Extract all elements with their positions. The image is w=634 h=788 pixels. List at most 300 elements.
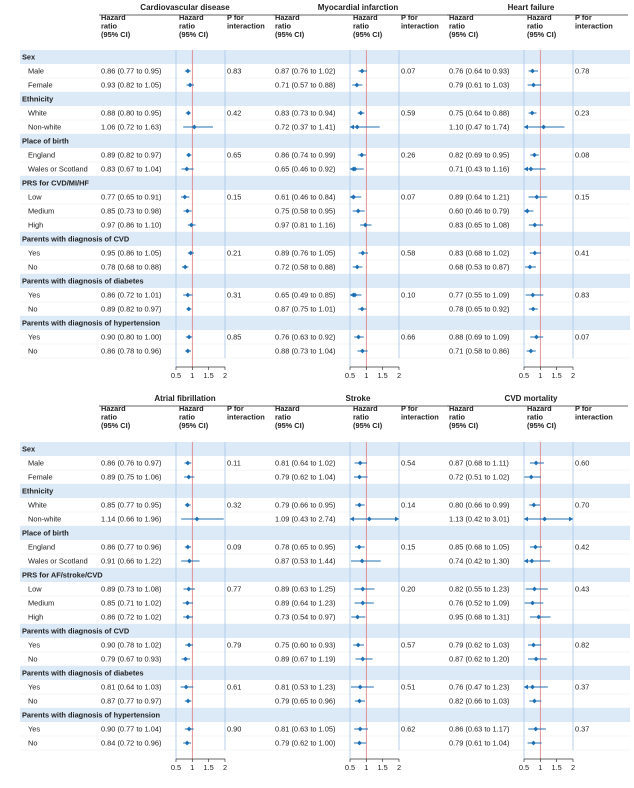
p-interaction-value: 0.60 [575, 458, 590, 468]
hr-point [529, 475, 534, 480]
row-label: Female [28, 472, 53, 482]
hr-value: 0.95 (0.86 to 1.05) [101, 248, 162, 258]
row-label: England [28, 150, 56, 160]
hr-value: 0.89 (0.73 to 1.08) [101, 584, 162, 594]
hr-point [359, 153, 364, 158]
ci-arrow-left [524, 517, 528, 522]
hr-point [186, 153, 191, 158]
hr-value: 0.86 (0.72 to 1.02) [101, 612, 162, 622]
hr-value: 0.91 (0.66 to 1.22) [101, 556, 162, 566]
ci-arrow-left [524, 167, 528, 172]
group-band [20, 526, 630, 540]
hr-value: 0.89 (0.82 to 0.97) [101, 304, 162, 314]
hr-value: 0.81 (0.64 to 1.02) [275, 458, 336, 468]
column-header-hr: (95% CI) [101, 30, 131, 40]
row-label: Non-white [28, 122, 62, 132]
column-header-p: interaction [401, 21, 439, 31]
column-header-plot: (95% CI) [527, 421, 557, 431]
hr-value: 0.72 (0.51 to 1.02) [449, 472, 510, 482]
hr-value: 0.86 (0.72 to 1.01) [101, 290, 162, 300]
hr-value: 0.87 (0.77 to 0.97) [101, 696, 162, 706]
ci-arrow-right [569, 517, 573, 522]
hr-point [185, 69, 190, 74]
hr-value: 0.87 (0.75 to 1.01) [275, 304, 336, 314]
hr-point [356, 643, 361, 648]
hr-value: 0.88 (0.73 to 1.04) [275, 346, 336, 356]
hr-point [185, 503, 190, 508]
column-header-hr: Hazard [101, 404, 126, 413]
hr-value: 0.79 (0.66 to 0.95) [275, 500, 336, 510]
column-header-hr: ratio [275, 412, 292, 422]
hr-value: 0.65 (0.46 to 0.92) [275, 164, 336, 174]
p-interaction-value: 0.58 [401, 248, 416, 258]
hr-value: 0.89 (0.76 to 1.05) [275, 248, 336, 258]
p-interaction-value: 0.37 [575, 682, 590, 692]
ci-arrow-left [524, 559, 528, 564]
group-label: Parents with diagnosis of diabetes [22, 276, 144, 286]
x-tick-label: 2 [222, 763, 228, 772]
hr-value: 0.87 (0.76 to 1.02) [275, 66, 336, 76]
x-tick-label: 2 [570, 371, 576, 380]
p-interaction-value: 0.77 [227, 584, 242, 594]
p-interaction-value: 0.11 [227, 458, 241, 468]
hr-value: 0.88 (0.80 to 0.95) [101, 108, 162, 118]
hr-value: 0.83 (0.68 to 1.02) [449, 248, 510, 258]
x-tick-label: 0.5 [344, 763, 356, 772]
hr-value: 0.60 (0.46 to 0.79) [449, 206, 510, 216]
hr-value: 0.71 (0.43 to 1.16) [449, 164, 510, 174]
row-label: Low [28, 584, 42, 594]
row-label: High [28, 220, 44, 230]
p-interaction-value: 0.42 [227, 108, 242, 118]
hr-point [360, 587, 365, 592]
column-header-plot: Hazard [353, 13, 378, 22]
hr-point [185, 209, 190, 214]
p-interaction-value: 0.54 [401, 458, 416, 468]
hr-value: 0.81 (0.64 to 1.03) [101, 682, 162, 692]
column-header-p: interaction [575, 412, 613, 422]
hr-value: 0.90 (0.80 to 1.00) [101, 332, 162, 342]
x-tick-label: 0.5 [518, 763, 530, 772]
hr-point [187, 727, 192, 732]
x-tick-label: 1.5 [203, 371, 214, 380]
hr-point [531, 307, 536, 312]
ci-arrow-left [524, 125, 528, 130]
hr-point [188, 83, 193, 88]
row-label: No [28, 738, 38, 748]
hr-value: 0.72 (0.37 to 1.41) [275, 122, 336, 132]
hr-point [185, 293, 190, 298]
hr-value: 0.79 (0.62 to 1.04) [275, 472, 336, 482]
hr-point [527, 265, 532, 270]
hr-value: 0.61 (0.46 to 0.84) [275, 192, 336, 202]
hr-value: 0.65 (0.49 to 0.85) [275, 290, 336, 300]
hr-value: 0.85 (0.73 to 0.98) [101, 206, 162, 216]
hr-point [185, 615, 190, 620]
row-label: Female [28, 80, 53, 90]
row-label: No [28, 654, 38, 664]
p-interaction-value: 0.23 [575, 108, 590, 118]
hr-value: 0.82 (0.55 to 1.23) [449, 584, 510, 594]
column-header-hr: (95% CI) [449, 30, 479, 40]
row-label: Yes [28, 724, 41, 734]
hr-point [357, 475, 362, 480]
hr-point [542, 517, 547, 522]
hr-point [534, 195, 539, 200]
hr-value: 0.85 (0.77 to 0.95) [101, 500, 162, 510]
p-interaction-value: 0.37 [575, 724, 590, 734]
column-header-hr: ratio [101, 21, 118, 31]
x-tick-label: 1 [364, 763, 369, 772]
row-label: No [28, 262, 38, 272]
hr-value: 1.06 (0.72 to 1.63) [101, 122, 162, 132]
hr-point [360, 657, 365, 662]
column-header-plot: (95% CI) [179, 30, 209, 40]
hr-point [357, 699, 362, 704]
ci-arrow-left [524, 685, 528, 690]
column-header-p: P for [575, 13, 592, 22]
hr-value: 0.83 (0.73 to 0.94) [275, 108, 336, 118]
column-header-hr: ratio [449, 21, 466, 31]
column-header-plot: ratio [527, 412, 544, 422]
x-tick-label: 0.5 [170, 371, 182, 380]
p-interaction-value: 0.83 [227, 66, 242, 76]
outcome-title: Cardiovascular disease [140, 3, 230, 12]
outcome-title: Atrial fibrillation [154, 394, 216, 403]
group-band [20, 484, 630, 498]
hr-value: 0.78 (0.65 to 0.92) [449, 304, 510, 314]
hr-point [358, 685, 363, 690]
row-label: Wales or Scotland [28, 164, 88, 174]
hr-point [529, 559, 534, 564]
x-tick-label: 1.5 [551, 371, 562, 380]
hr-point [532, 223, 537, 228]
hr-value: 0.71 (0.58 to 0.86) [449, 346, 510, 356]
hr-point [185, 545, 190, 550]
hr-value: 1.14 (0.66 to 1.96) [101, 514, 162, 524]
p-interaction-value: 0.31 [227, 290, 242, 300]
hr-point [358, 111, 363, 116]
column-header-p: interaction [575, 21, 613, 31]
plot-content [22, 3, 613, 772]
x-tick-label: 1.5 [377, 763, 388, 772]
column-header-p: P for [575, 404, 592, 413]
group-label: Parents with diagnosis of hypertension [22, 710, 160, 720]
hr-value: 0.97 (0.81 to 1.16) [275, 220, 336, 230]
p-interaction-value: 0.83 [575, 290, 590, 300]
p-interaction-value: 0.10 [401, 290, 416, 300]
group-label: Sex [22, 444, 36, 454]
hr-value: 0.79 (0.62 to 1.00) [275, 738, 336, 748]
hr-value: 0.77 (0.55 to 1.09) [449, 290, 510, 300]
hr-value: 0.86 (0.74 to 0.99) [275, 150, 336, 160]
p-interaction-value: 0.42 [575, 542, 590, 552]
p-interaction-value: 0.15 [401, 542, 416, 552]
p-interaction-value: 0.41 [575, 248, 590, 258]
hr-value: 0.97 (0.86 to 1.10) [101, 220, 162, 230]
row-label: Medium [28, 206, 55, 216]
hr-value: 0.90 (0.77 to 1.04) [101, 724, 162, 734]
hr-point [358, 727, 363, 732]
hr-point [530, 69, 535, 74]
hr-point [532, 699, 537, 704]
x-tick-label: 0.5 [518, 371, 530, 380]
hr-point [530, 685, 535, 690]
hr-value: 0.76 (0.63 to 0.92) [275, 332, 336, 342]
row-label: Yes [28, 290, 41, 300]
row-label: High [28, 612, 44, 622]
hr-point [360, 251, 365, 256]
hr-value: 0.86 (0.77 to 0.96) [101, 542, 162, 552]
row-label: Male [28, 458, 45, 468]
column-header-plot: Hazard [527, 404, 552, 413]
column-header-p: P for [227, 13, 244, 22]
hr-point [182, 195, 187, 200]
hr-point [531, 83, 536, 88]
hr-point [351, 195, 356, 200]
group-band [20, 568, 630, 582]
hr-value: 0.75 (0.64 to 0.88) [449, 108, 510, 118]
hr-point [186, 111, 191, 116]
hr-value: 0.83 (0.67 to 1.04) [101, 164, 162, 174]
column-header-plot: ratio [527, 21, 544, 31]
hr-value: 1.13 (0.42 to 3.01) [449, 514, 510, 524]
hr-value: 0.81 (0.63 to 1.05) [275, 724, 336, 734]
hr-value: 0.86 (0.76 to 0.97) [101, 458, 162, 468]
column-header-plot: Hazard [527, 13, 552, 22]
hr-value: 0.77 (0.65 to 0.91) [101, 192, 162, 202]
column-header-plot: Hazard [353, 404, 378, 413]
hr-point [528, 167, 533, 172]
column-header-plot: ratio [353, 412, 370, 422]
hr-value: 0.83 (0.65 to 1.08) [449, 220, 510, 230]
hr-value: 0.89 (0.64 to 1.23) [275, 598, 336, 608]
column-header-hr: Hazard [449, 404, 474, 413]
hr-point [532, 251, 537, 256]
column-header-plot: (95% CI) [353, 421, 383, 431]
hr-value: 0.76 (0.47 to 1.23) [449, 682, 510, 692]
row-label: Yes [28, 248, 41, 258]
group-label: Ethnicity [22, 486, 54, 496]
hr-value: 0.85 (0.71 to 1.02) [101, 598, 162, 608]
p-interaction-value: 0.32 [227, 500, 242, 510]
hr-point [360, 601, 365, 606]
hr-point [185, 461, 190, 466]
hr-point [183, 265, 188, 270]
column-header-plot: Hazard [179, 404, 204, 413]
hr-value: 0.87 (0.62 to 1.20) [449, 654, 510, 664]
column-header-hr: (95% CI) [449, 421, 479, 431]
hr-value: 0.93 (0.82 to 1.05) [101, 80, 162, 90]
group-label: PRS for CVD/MI/HF [22, 178, 89, 188]
column-header-hr: (95% CI) [101, 421, 131, 431]
hr-value: 0.79 (0.67 to 0.93) [101, 654, 162, 664]
hr-point [358, 461, 363, 466]
group-label: Ethnicity [22, 94, 54, 104]
column-header-plot: ratio [353, 21, 370, 31]
group-band [20, 50, 630, 64]
hr-point [363, 223, 368, 228]
row-label: Yes [28, 682, 41, 692]
hr-point [360, 307, 365, 312]
column-header-hr: ratio [101, 412, 118, 422]
hr-value: 1.10 (0.47 to 1.74) [449, 122, 510, 132]
hr-point [195, 517, 200, 522]
p-interaction-value: 0.07 [401, 192, 416, 202]
x-tick-label: 1.5 [551, 763, 562, 772]
x-tick-label: 1 [190, 371, 195, 380]
p-interaction-value: 0.82 [575, 640, 590, 650]
column-header-plot: ratio [179, 412, 196, 422]
row-label: Medium [28, 598, 55, 608]
row-label: White [28, 108, 47, 118]
hr-value: 0.89 (0.64 to 1.21) [449, 192, 510, 202]
row-label: No [28, 696, 38, 706]
hr-point [185, 349, 190, 354]
hr-point [357, 741, 362, 746]
column-header-plot: Hazard [179, 13, 204, 22]
p-interaction-value: 0.85 [227, 332, 242, 342]
p-interaction-value: 0.15 [227, 192, 242, 202]
hr-value: 0.79 (0.62 to 1.03) [449, 640, 510, 650]
hr-point [531, 503, 536, 508]
hr-value: 0.90 (0.78 to 1.02) [101, 640, 162, 650]
x-tick-label: 2 [396, 763, 402, 772]
x-tick-label: 2 [570, 763, 576, 772]
hr-point [354, 83, 359, 88]
row-label: Wales or Scotland [28, 556, 88, 566]
hr-value: 0.89 (0.67 to 1.19) [275, 654, 336, 664]
hr-point [530, 111, 535, 116]
group-label: Place of birth [22, 528, 69, 538]
hr-point [533, 545, 538, 550]
hr-value: 0.80 (0.66 to 0.99) [449, 500, 510, 510]
outcome-title: Heart failure [507, 3, 555, 12]
hr-point [532, 587, 537, 592]
column-header-hr: ratio [449, 412, 466, 422]
column-header-hr: Hazard [275, 13, 300, 22]
hr-value: 0.89 (0.82 to 0.97) [101, 150, 162, 160]
row-label: Yes [28, 640, 41, 650]
hr-value: 0.95 (0.68 to 1.31) [449, 612, 510, 622]
column-header-hr: ratio [275, 21, 292, 31]
hr-point [185, 601, 190, 606]
row-label: England [28, 542, 56, 552]
hr-point [532, 153, 537, 158]
hr-point [355, 615, 360, 620]
x-tick-label: 1.5 [377, 371, 388, 380]
column-header-hr: (95% CI) [275, 30, 305, 40]
hr-value: 0.87 (0.53 to 1.44) [275, 556, 336, 566]
hr-point [534, 335, 539, 340]
p-interaction-value: 0.15 [575, 192, 590, 202]
x-tick-label: 1 [538, 371, 543, 380]
p-interaction-value: 0.90 [227, 724, 242, 734]
column-header-plot: (95% CI) [527, 30, 557, 40]
outcome-title: Myocardial infarction [317, 3, 399, 12]
p-interaction-value: 0.51 [401, 682, 416, 692]
group-label: PRS for AF/stroke/CVD [22, 570, 103, 580]
ci-arrow-right [395, 517, 399, 522]
hr-point [186, 699, 191, 704]
hr-point [189, 223, 194, 228]
p-interaction-value: 0.78 [575, 66, 590, 76]
p-interaction-value: 0.62 [401, 724, 416, 734]
hr-point [525, 209, 530, 214]
hr-value: 0.75 (0.60 to 0.93) [275, 640, 336, 650]
row-label: Non-white [28, 514, 62, 524]
hr-value: 0.86 (0.78 to 0.96) [101, 346, 162, 356]
group-label: Parents with diagnosis of CVD [22, 626, 130, 636]
x-tick-label: 1 [190, 763, 195, 772]
group-band [20, 442, 630, 456]
column-header-p: P for [227, 404, 244, 413]
hr-point [530, 293, 535, 298]
hr-point [184, 167, 189, 172]
hr-value: 0.78 (0.68 to 0.88) [101, 262, 162, 272]
hr-point [528, 349, 533, 354]
p-interaction-value: 0.59 [401, 108, 416, 118]
group-band [20, 176, 630, 190]
p-interaction-value: 0.07 [401, 66, 416, 76]
p-interaction-value: 0.21 [227, 248, 242, 258]
hr-point [186, 475, 191, 480]
row-label: Low [28, 192, 42, 202]
hr-value: 0.82 (0.69 to 0.95) [449, 150, 510, 160]
hr-value: 0.71 (0.57 to 0.88) [275, 80, 336, 90]
hr-value: 0.88 (0.69 to 1.09) [449, 332, 510, 342]
p-interaction-value: 0.07 [575, 332, 590, 342]
hr-value: 0.76 (0.64 to 0.93) [449, 66, 510, 76]
hr-point [184, 685, 189, 690]
column-header-hr: (95% CI) [275, 421, 305, 431]
x-tick-label: 2 [222, 371, 228, 380]
column-header-p: interaction [227, 21, 265, 31]
hr-value: 0.86 (0.63 to 1.17) [449, 724, 510, 734]
hr-point [356, 209, 361, 214]
hr-point [360, 559, 365, 564]
hr-value: 0.89 (0.75 to 1.06) [101, 472, 162, 482]
column-header-p: P for [401, 404, 418, 413]
x-tick-label: 1 [538, 763, 543, 772]
column-header-plot: ratio [179, 21, 196, 31]
hr-point [534, 657, 539, 662]
hr-point [187, 335, 192, 340]
outcome-title: CVD mortality [504, 394, 558, 403]
hr-value: 0.79 (0.65 to 0.96) [275, 696, 336, 706]
hr-point [534, 461, 539, 466]
hr-point [357, 545, 362, 550]
group-label: Sex [22, 52, 36, 62]
hr-point [360, 349, 365, 354]
hr-point [183, 657, 188, 662]
p-interaction-value: 0.70 [575, 500, 590, 510]
hr-value: 1.09 (0.43 to 2.74) [275, 514, 336, 524]
hr-point [541, 125, 546, 130]
p-interaction-value: 0.57 [401, 640, 416, 650]
column-header-hr: Hazard [275, 404, 300, 413]
column-header-hr: Hazard [449, 13, 474, 22]
hr-value: 0.73 (0.54 to 0.97) [275, 612, 336, 622]
hr-value: 0.75 (0.58 to 0.95) [275, 206, 336, 216]
hr-point [187, 643, 192, 648]
p-interaction-value: 0.20 [401, 584, 416, 594]
outcome-title: Stroke [345, 394, 371, 403]
group-label: Parents with diagnosis of CVD [22, 234, 130, 244]
hr-value: 0.85 (0.68 to 1.05) [449, 542, 510, 552]
p-interaction-value: 0.14 [401, 500, 416, 510]
hr-value: 0.68 (0.53 to 0.87) [449, 262, 510, 272]
